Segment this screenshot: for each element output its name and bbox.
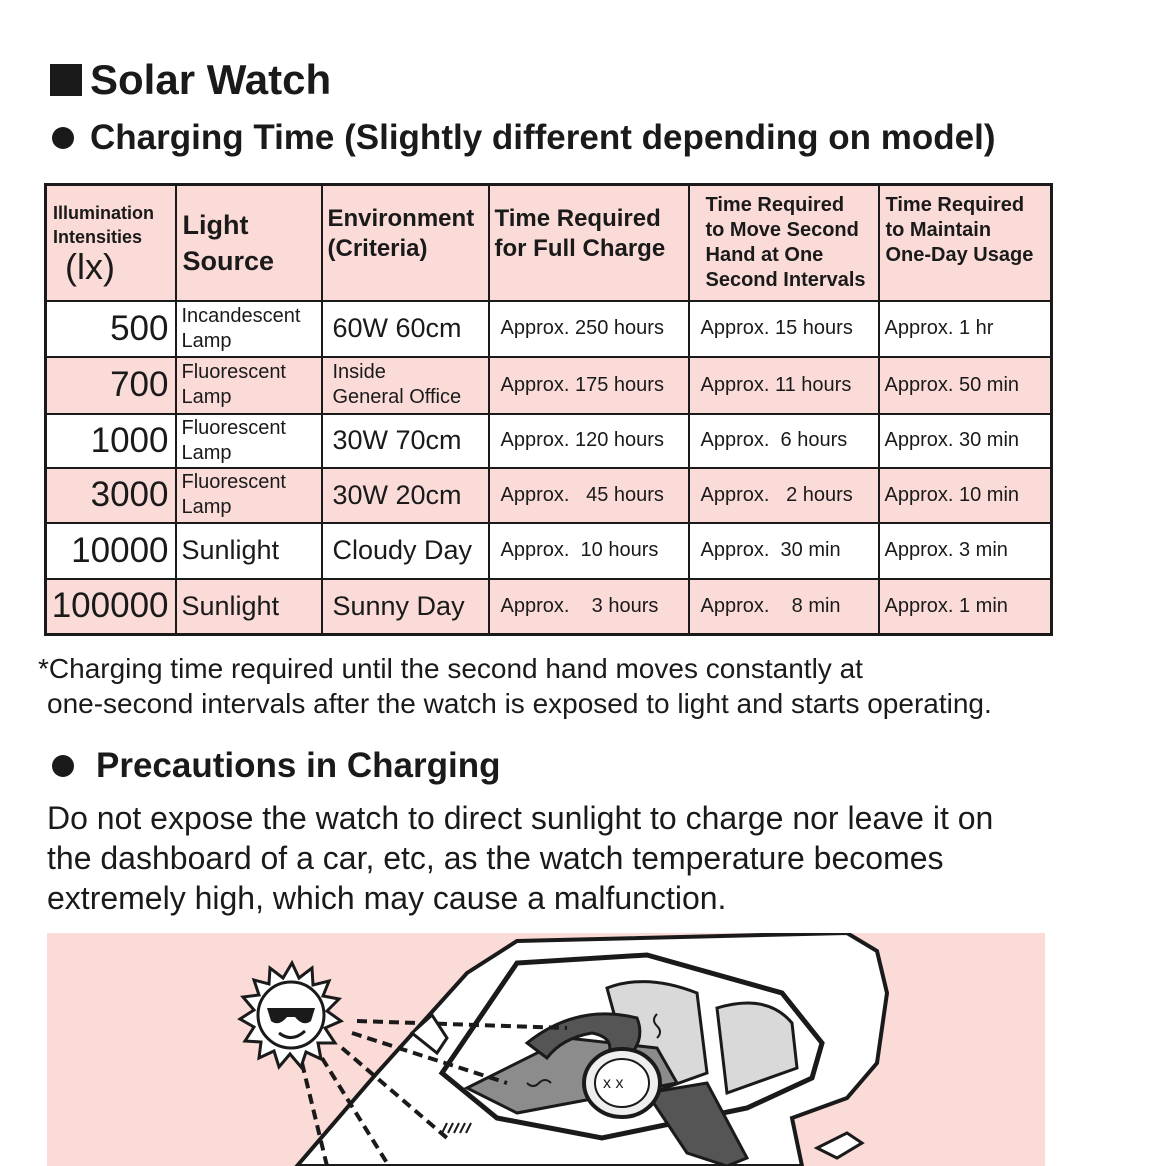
header-one-day-line: to Maintain (885, 218, 992, 241)
header-environment-line: Environment (327, 204, 475, 232)
cell-lux: 3000 (46, 468, 176, 523)
cell-full-charge: Approx. 45 hours (489, 468, 689, 523)
bullet-icon (52, 127, 74, 149)
page-title (50, 56, 331, 104)
header-illumination-line: Intensities (53, 226, 143, 247)
cell-second-hand: Approx. 15 hours (689, 301, 879, 357)
header-full-charge (489, 185, 689, 301)
cell-lux: 700 (46, 357, 176, 414)
cell-lux: 100000 (46, 579, 176, 635)
cell-environment (322, 357, 489, 414)
dizzy-eyes-icon: x x (603, 1075, 624, 1092)
cell-environment-line: General Office (332, 386, 462, 408)
charging-time-heading (52, 118, 995, 158)
cell-one-day: Approx. 50 min (879, 357, 1052, 414)
cell-second-hand: Approx. 8 min (689, 579, 879, 635)
header-one-day-line: Time Required (885, 193, 1025, 216)
page-title-text: Solar Watch (90, 56, 332, 103)
header-second-hand-line: Time Required (705, 193, 845, 216)
table-row (46, 523, 1052, 579)
table-row (46, 579, 1052, 635)
cell-source-line: Lamp (181, 386, 232, 408)
table-row (46, 301, 1052, 357)
header-light-source-line: Source (182, 245, 275, 276)
charging-time-table (44, 183, 1053, 636)
cell-second-hand: Approx. 2 hours (689, 468, 879, 523)
cell-environment: 30W 70cm (322, 414, 489, 468)
header-second-hand (689, 185, 879, 301)
cell-full-charge: Approx. 175 hours (489, 357, 689, 414)
cell-full-charge: Approx. 120 hours (489, 414, 689, 468)
cell-environment: Cloudy Day (322, 523, 489, 579)
cell-full-charge: Approx. 3 hours (489, 579, 689, 635)
cell-one-day: Approx. 3 min (879, 523, 1052, 579)
cell-source (176, 301, 322, 357)
precautions-line: Do not expose the watch to direct sunlight to charge nor leave it on (47, 800, 994, 836)
cell-source-line: Lamp (181, 496, 232, 518)
table-row (46, 357, 1052, 414)
cell-source-line: Fluorescent (181, 471, 286, 493)
cell-source (176, 414, 322, 468)
header-full-charge-line: Time Required (494, 204, 661, 232)
cell-lux: 500 (46, 301, 176, 357)
cell-source: Sunlight (176, 523, 322, 579)
cell-one-day: Approx. 1 hr (879, 301, 1052, 357)
cell-source: Sunlight (176, 579, 322, 635)
cell-lux: 1000 (46, 414, 176, 468)
precautions-heading-text: Precautions in Charging (96, 746, 501, 785)
cell-second-hand: Approx. 30 min (689, 523, 879, 579)
precautions-heading (52, 746, 501, 786)
charging-time-heading-text: Charging Time (Slightly different depending on model) (90, 118, 996, 157)
cell-full-charge: Approx. 10 hours (489, 523, 689, 579)
cell-environment: 60W 60cm (322, 301, 489, 357)
cell-environment-line: Inside (332, 361, 386, 383)
footnote-line: *Charging time required until the second hand moves constantly at (38, 653, 863, 684)
cell-environment: 30W 20cm (322, 468, 489, 523)
cell-source (176, 357, 322, 414)
precautions-text (47, 798, 993, 918)
cell-one-day: Approx. 30 min (879, 414, 1052, 468)
footnote (38, 651, 992, 721)
header-environment (322, 185, 489, 301)
header-full-charge-line: for Full Charge (494, 234, 666, 262)
header-light-source-line: Light (182, 209, 249, 240)
cell-full-charge: Approx. 250 hours (489, 301, 689, 357)
car-dashboard-illustration (47, 933, 1045, 1166)
black-square-icon (50, 64, 82, 96)
header-illumination (46, 185, 176, 301)
table-header-row (46, 185, 1052, 301)
header-environment-line: (Criteria) (327, 234, 428, 262)
cell-source-line: Fluorescent (181, 361, 286, 383)
header-second-hand-line: to Move Second (705, 218, 859, 241)
cell-one-day: Approx. 1 min (879, 579, 1052, 635)
cell-second-hand: Approx. 11 hours (689, 357, 879, 414)
cell-source-line: Lamp (181, 441, 232, 464)
table-row (46, 414, 1052, 468)
bullet-icon (52, 755, 74, 777)
header-second-hand-line: Hand at One (705, 243, 824, 266)
precautions-line: the dashboard of a car, etc, as the watch temperature becomes (47, 840, 944, 876)
cell-source-line: Lamp (181, 329, 232, 352)
header-one-day (879, 185, 1052, 301)
header-light-source (176, 185, 322, 301)
cell-environment: Sunny Day (322, 579, 489, 635)
cell-source-line: Fluorescent (181, 416, 286, 439)
footnote-line: one-second intervals after the watch is exposed to light and starts operating. (47, 688, 992, 719)
cell-source (176, 468, 322, 523)
header-one-day-line: One-Day Usage (885, 243, 1034, 266)
cell-one-day: Approx. 10 min (879, 468, 1052, 523)
cell-second-hand: Approx. 6 hours (689, 414, 879, 468)
cell-lux: 10000 (46, 523, 176, 579)
header-unit: (lx) (65, 245, 115, 287)
precautions-line: extremely high, which may cause a malfunction. (47, 880, 727, 916)
table-row (46, 468, 1052, 523)
header-illumination-line: Illumination (53, 202, 154, 223)
cell-source-line: Incandescent (181, 304, 301, 327)
header-second-hand-line: Second Intervals (705, 268, 866, 291)
